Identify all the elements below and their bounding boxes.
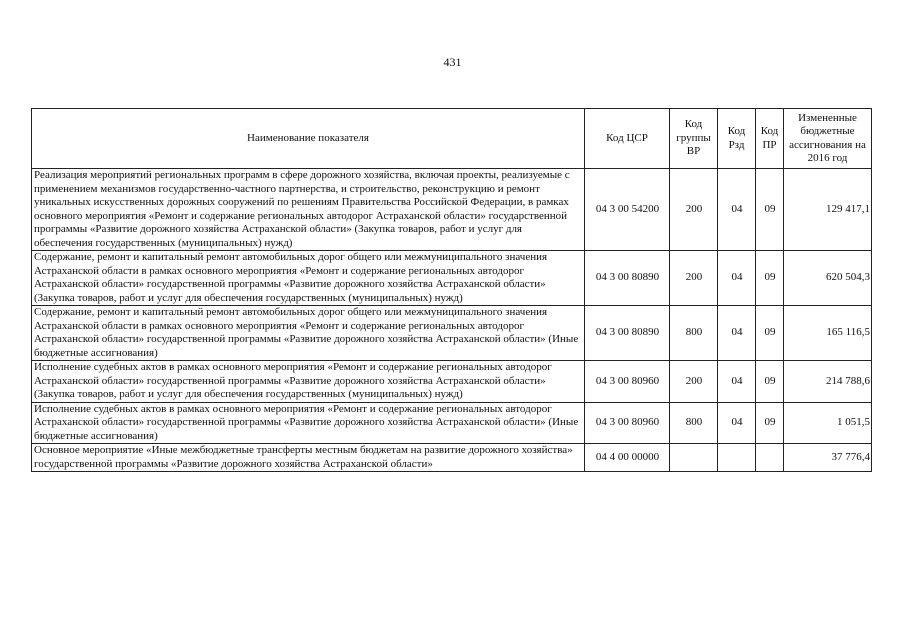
row-rzd: [718, 444, 756, 472]
row-name: Основное мероприятие «Иные межбюджетные трансферты местным бюджетам на развитие дорожного хозяйства» государственной программы «Развитие дорожного хозяйства Астраханской области»: [32, 444, 585, 472]
row-sum: 1 051,5: [784, 402, 872, 444]
row-csr: 04 3 00 80960: [585, 361, 670, 403]
row-sum: 214 788,6: [784, 361, 872, 403]
row-vr: 800: [670, 306, 718, 361]
row-pr: [756, 444, 784, 472]
row-vr: 200: [670, 251, 718, 306]
row-csr: 04 4 00 00000: [585, 444, 670, 472]
row-vr: [670, 444, 718, 472]
row-csr: 04 3 00 54200: [585, 169, 670, 251]
row-rzd: 04: [718, 251, 756, 306]
row-pr: 09: [756, 306, 784, 361]
row-pr: 09: [756, 402, 784, 444]
row-rzd: 04: [718, 402, 756, 444]
table-row: [32, 251, 872, 306]
budget-table: [31, 108, 872, 472]
row-sum: 37 776,4: [784, 444, 872, 472]
row-name: Содержание, ремонт и капитальный ремонт автомобильных дорог общего или межмуниципального значения Астраханской области в рамках основного мероприятия «Ремонт и содержание региональных автодорог Астраханской области» государственной программы «Развитие дорожного хозяйства Астраханской области» (Закупка товаров, работ и услуг для обеспечения государственных (муниципальных) нужд): [32, 251, 585, 306]
row-csr: 04 3 00 80890: [585, 306, 670, 361]
row-name: Исполнение судебных актов в рамках основного мероприятия «Ремонт и содержание региональных автодорог Астраханской области» государственной программы «Развитие дорожного хозяйства Астраханской области» (Иные бюджетные ассигнования): [32, 402, 585, 444]
header-vr: Код группы ВР: [670, 109, 718, 169]
table-header-row: [32, 109, 872, 169]
header-name: Наименование показателя: [32, 109, 585, 169]
row-name: Содержание, ремонт и капитальный ремонт автомобильных дорог общего или межмуниципального значения Астраханской области в рамках основного мероприятия «Ремонт и содержание региональных автодорог Астраханской области» государственной программы «Развитие дорожного хозяйства Астраханской области» (Иные бюджетные ассигнования): [32, 306, 585, 361]
row-name: Исполнение судебных актов в рамках основного мероприятия «Ремонт и содержание региональных автодорог Астраханской области» государственной программы «Развитие дорожного хозяйства Астраханской области» (Закупка товаров, работ и услуг для обеспечения государственных (муниципальных) нужд): [32, 361, 585, 403]
row-pr: 09: [756, 251, 784, 306]
page-number: 431: [443, 55, 462, 69]
row-rzd: 04: [718, 306, 756, 361]
row-vr: 200: [670, 361, 718, 403]
table-row: [32, 444, 872, 472]
header-sum: Измененные бюджетные ассигнования на 2016 год: [784, 109, 872, 169]
row-rzd: 04: [718, 169, 756, 251]
header-rzd: Код Рзд: [718, 109, 756, 169]
row-sum: 620 504,3: [784, 251, 872, 306]
row-sum: 129 417,1: [784, 169, 872, 251]
row-csr: 04 3 00 80890: [585, 251, 670, 306]
row-vr: 200: [670, 169, 718, 251]
table-row: [32, 306, 872, 361]
table-row: [32, 402, 872, 444]
header-pr: Код ПР: [756, 109, 784, 169]
row-name: Реализация мероприятий региональных программ в сфере дорожного хозяйства, включая проекты, реализуемые с применением механизмов государственно-частного партнерства, и строительство, реконструкцию и ремонт уникальных искусственных дорожных сооружений по решениям Правительства Российской Федерации, в рамках основного мероприятия «Ремонт и содержание региональных автодорог Астраханской области» государственной программы «Развитие дорожного хозяйства Астраханской области» (Закупка товаров, работ и услуг для обеспечения государственных (муниципальных) нужд): [32, 169, 585, 251]
row-csr: 04 3 00 80960: [585, 402, 670, 444]
header-csr: Код ЦСР: [585, 109, 670, 169]
table-row: [32, 169, 872, 251]
row-rzd: 04: [718, 361, 756, 403]
row-pr: 09: [756, 169, 784, 251]
row-sum: 165 116,5: [784, 306, 872, 361]
row-pr: 09: [756, 361, 784, 403]
table-row: [32, 361, 872, 403]
row-vr: 800: [670, 402, 718, 444]
